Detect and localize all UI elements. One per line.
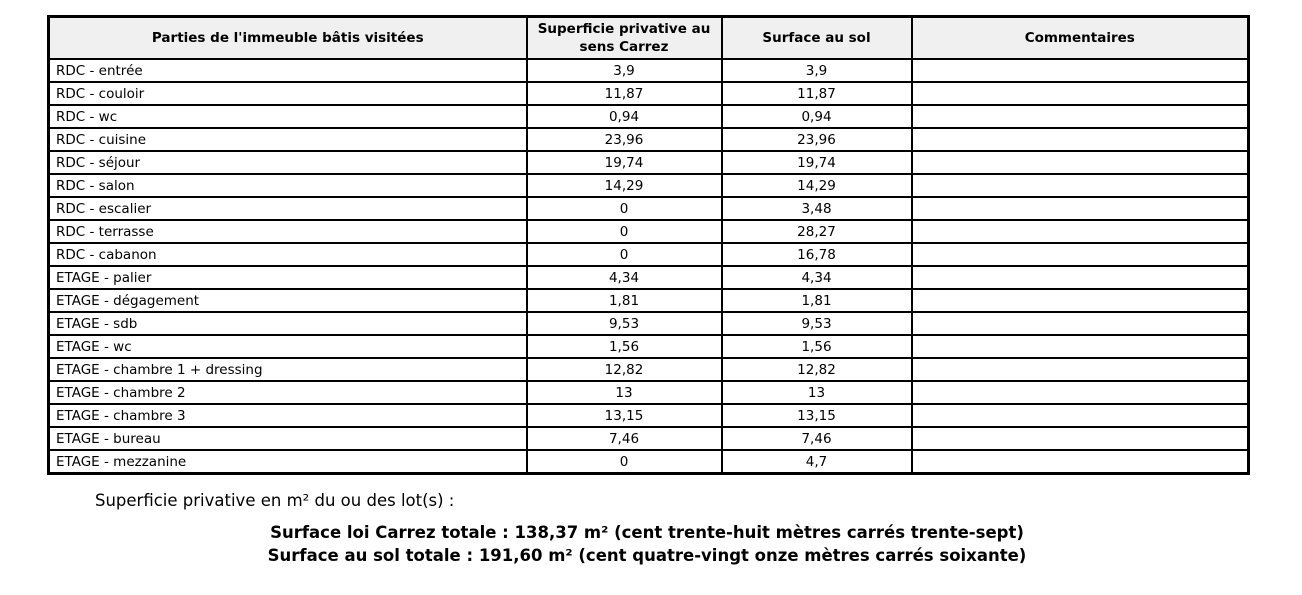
comment-cell	[912, 266, 1249, 289]
comment-cell	[912, 151, 1249, 174]
sol-cell: 4,7	[722, 450, 912, 473]
sol-cell: 12,82	[722, 358, 912, 381]
part-cell: RDC - cabanon	[49, 243, 527, 266]
sol-cell: 3,48	[722, 197, 912, 220]
sol-cell: 14,29	[722, 174, 912, 197]
part-cell: RDC - salon	[49, 174, 527, 197]
comment-cell	[912, 335, 1249, 358]
table-row	[49, 427, 1249, 450]
table-row	[49, 450, 1249, 473]
header-carrez: Superficie privative au sens Carrez	[527, 17, 722, 60]
comment-cell	[912, 174, 1249, 197]
part-cell: RDC - entrée	[49, 59, 527, 82]
part-cell: RDC - wc	[49, 105, 527, 128]
carrez-cell: 0	[527, 243, 722, 266]
table-row	[49, 174, 1249, 197]
sol-cell: 13,15	[722, 404, 912, 427]
comment-cell	[912, 450, 1249, 473]
comment-cell	[912, 128, 1249, 151]
part-cell: ETAGE - dégagement	[49, 289, 527, 312]
carrez-cell: 19,74	[527, 151, 722, 174]
carrez-total-line: Surface loi Carrez totale : 138,37 m² (cent trente-huit mètres carrés trente-sept)	[270, 522, 1024, 542]
superficie-intro-text: Superficie privative en m² du ou des lot(s) :	[95, 490, 455, 510]
comment-cell	[912, 82, 1249, 105]
table-row	[49, 59, 1249, 82]
comment-cell	[912, 312, 1249, 335]
comment-cell	[912, 404, 1249, 427]
sol-cell: 16,78	[722, 243, 912, 266]
comment-cell	[912, 105, 1249, 128]
part-cell: RDC - cuisine	[49, 128, 527, 151]
part-cell: ETAGE - chambre 2	[49, 381, 527, 404]
carrez-cell: 0	[527, 220, 722, 243]
part-cell: ETAGE - bureau	[49, 427, 527, 450]
header-commentaires: Commentaires	[912, 17, 1249, 60]
sol-total-line: Surface au sol totale : 191,60 m² (cent quatre-vingt onze mètres carrés soixante)	[267, 545, 1027, 565]
comment-cell	[912, 427, 1249, 450]
sol-cell: 28,27	[722, 220, 912, 243]
table-header-row	[49, 17, 1249, 60]
part-cell: RDC - terrasse	[49, 220, 527, 243]
carrez-cell: 14,29	[527, 174, 722, 197]
carrez-cell: 0	[527, 197, 722, 220]
table-row	[49, 197, 1249, 220]
sol-cell: 3,9	[722, 59, 912, 82]
sol-cell: 1,56	[722, 335, 912, 358]
carrez-cell: 1,81	[527, 289, 722, 312]
sol-cell: 0,94	[722, 105, 912, 128]
surface-table	[47, 15, 1250, 475]
comment-cell	[912, 220, 1249, 243]
part-cell: ETAGE - sdb	[49, 312, 527, 335]
comment-cell	[912, 381, 1249, 404]
comment-cell	[912, 289, 1249, 312]
carrez-cell: 7,46	[527, 427, 722, 450]
table-row	[49, 312, 1249, 335]
sol-cell: 4,34	[722, 266, 912, 289]
header-parties: Parties de l'immeuble bâtis visitées	[49, 17, 527, 60]
part-cell: ETAGE - palier	[49, 266, 527, 289]
comment-cell	[912, 59, 1249, 82]
sol-cell: 9,53	[722, 312, 912, 335]
carrez-cell: 4,34	[527, 266, 722, 289]
table-row	[49, 404, 1249, 427]
document-page	[47, 15, 1247, 567]
comment-cell	[912, 358, 1249, 381]
carrez-cell: 0	[527, 450, 722, 473]
sol-cell: 13	[722, 381, 912, 404]
totals-block	[47, 521, 1247, 567]
comment-cell	[912, 197, 1249, 220]
carrez-cell: 13,15	[527, 404, 722, 427]
table-row	[49, 266, 1249, 289]
table-body	[49, 59, 1249, 473]
table-head	[49, 17, 1249, 60]
carrez-cell: 0,94	[527, 105, 722, 128]
part-cell: RDC - couloir	[49, 82, 527, 105]
sol-cell: 1,81	[722, 289, 912, 312]
part-cell: ETAGE - chambre 1 + dressing	[49, 358, 527, 381]
sol-cell: 11,87	[722, 82, 912, 105]
part-cell: ETAGE - chambre 3	[49, 404, 527, 427]
comment-cell	[912, 243, 1249, 266]
table-row	[49, 82, 1249, 105]
table-row	[49, 151, 1249, 174]
carrez-cell: 1,56	[527, 335, 722, 358]
carrez-cell: 12,82	[527, 358, 722, 381]
table-row	[49, 335, 1249, 358]
table-row	[49, 381, 1249, 404]
part-cell: ETAGE - mezzanine	[49, 450, 527, 473]
carrez-cell: 13	[527, 381, 722, 404]
table-row	[49, 289, 1249, 312]
table-row	[49, 358, 1249, 381]
header-surface-sol: Surface au sol	[722, 17, 912, 60]
table-row	[49, 220, 1249, 243]
sol-cell: 23,96	[722, 128, 912, 151]
part-cell: RDC - séjour	[49, 151, 527, 174]
table-row	[49, 128, 1249, 151]
carrez-cell: 9,53	[527, 312, 722, 335]
part-cell: RDC - escalier	[49, 197, 527, 220]
table-row	[49, 243, 1249, 266]
part-cell: ETAGE - wc	[49, 335, 527, 358]
carrez-cell: 23,96	[527, 128, 722, 151]
carrez-cell: 3,9	[527, 59, 722, 82]
table-row	[49, 105, 1249, 128]
sol-cell: 7,46	[722, 427, 912, 450]
carrez-cell: 11,87	[527, 82, 722, 105]
sol-cell: 19,74	[722, 151, 912, 174]
